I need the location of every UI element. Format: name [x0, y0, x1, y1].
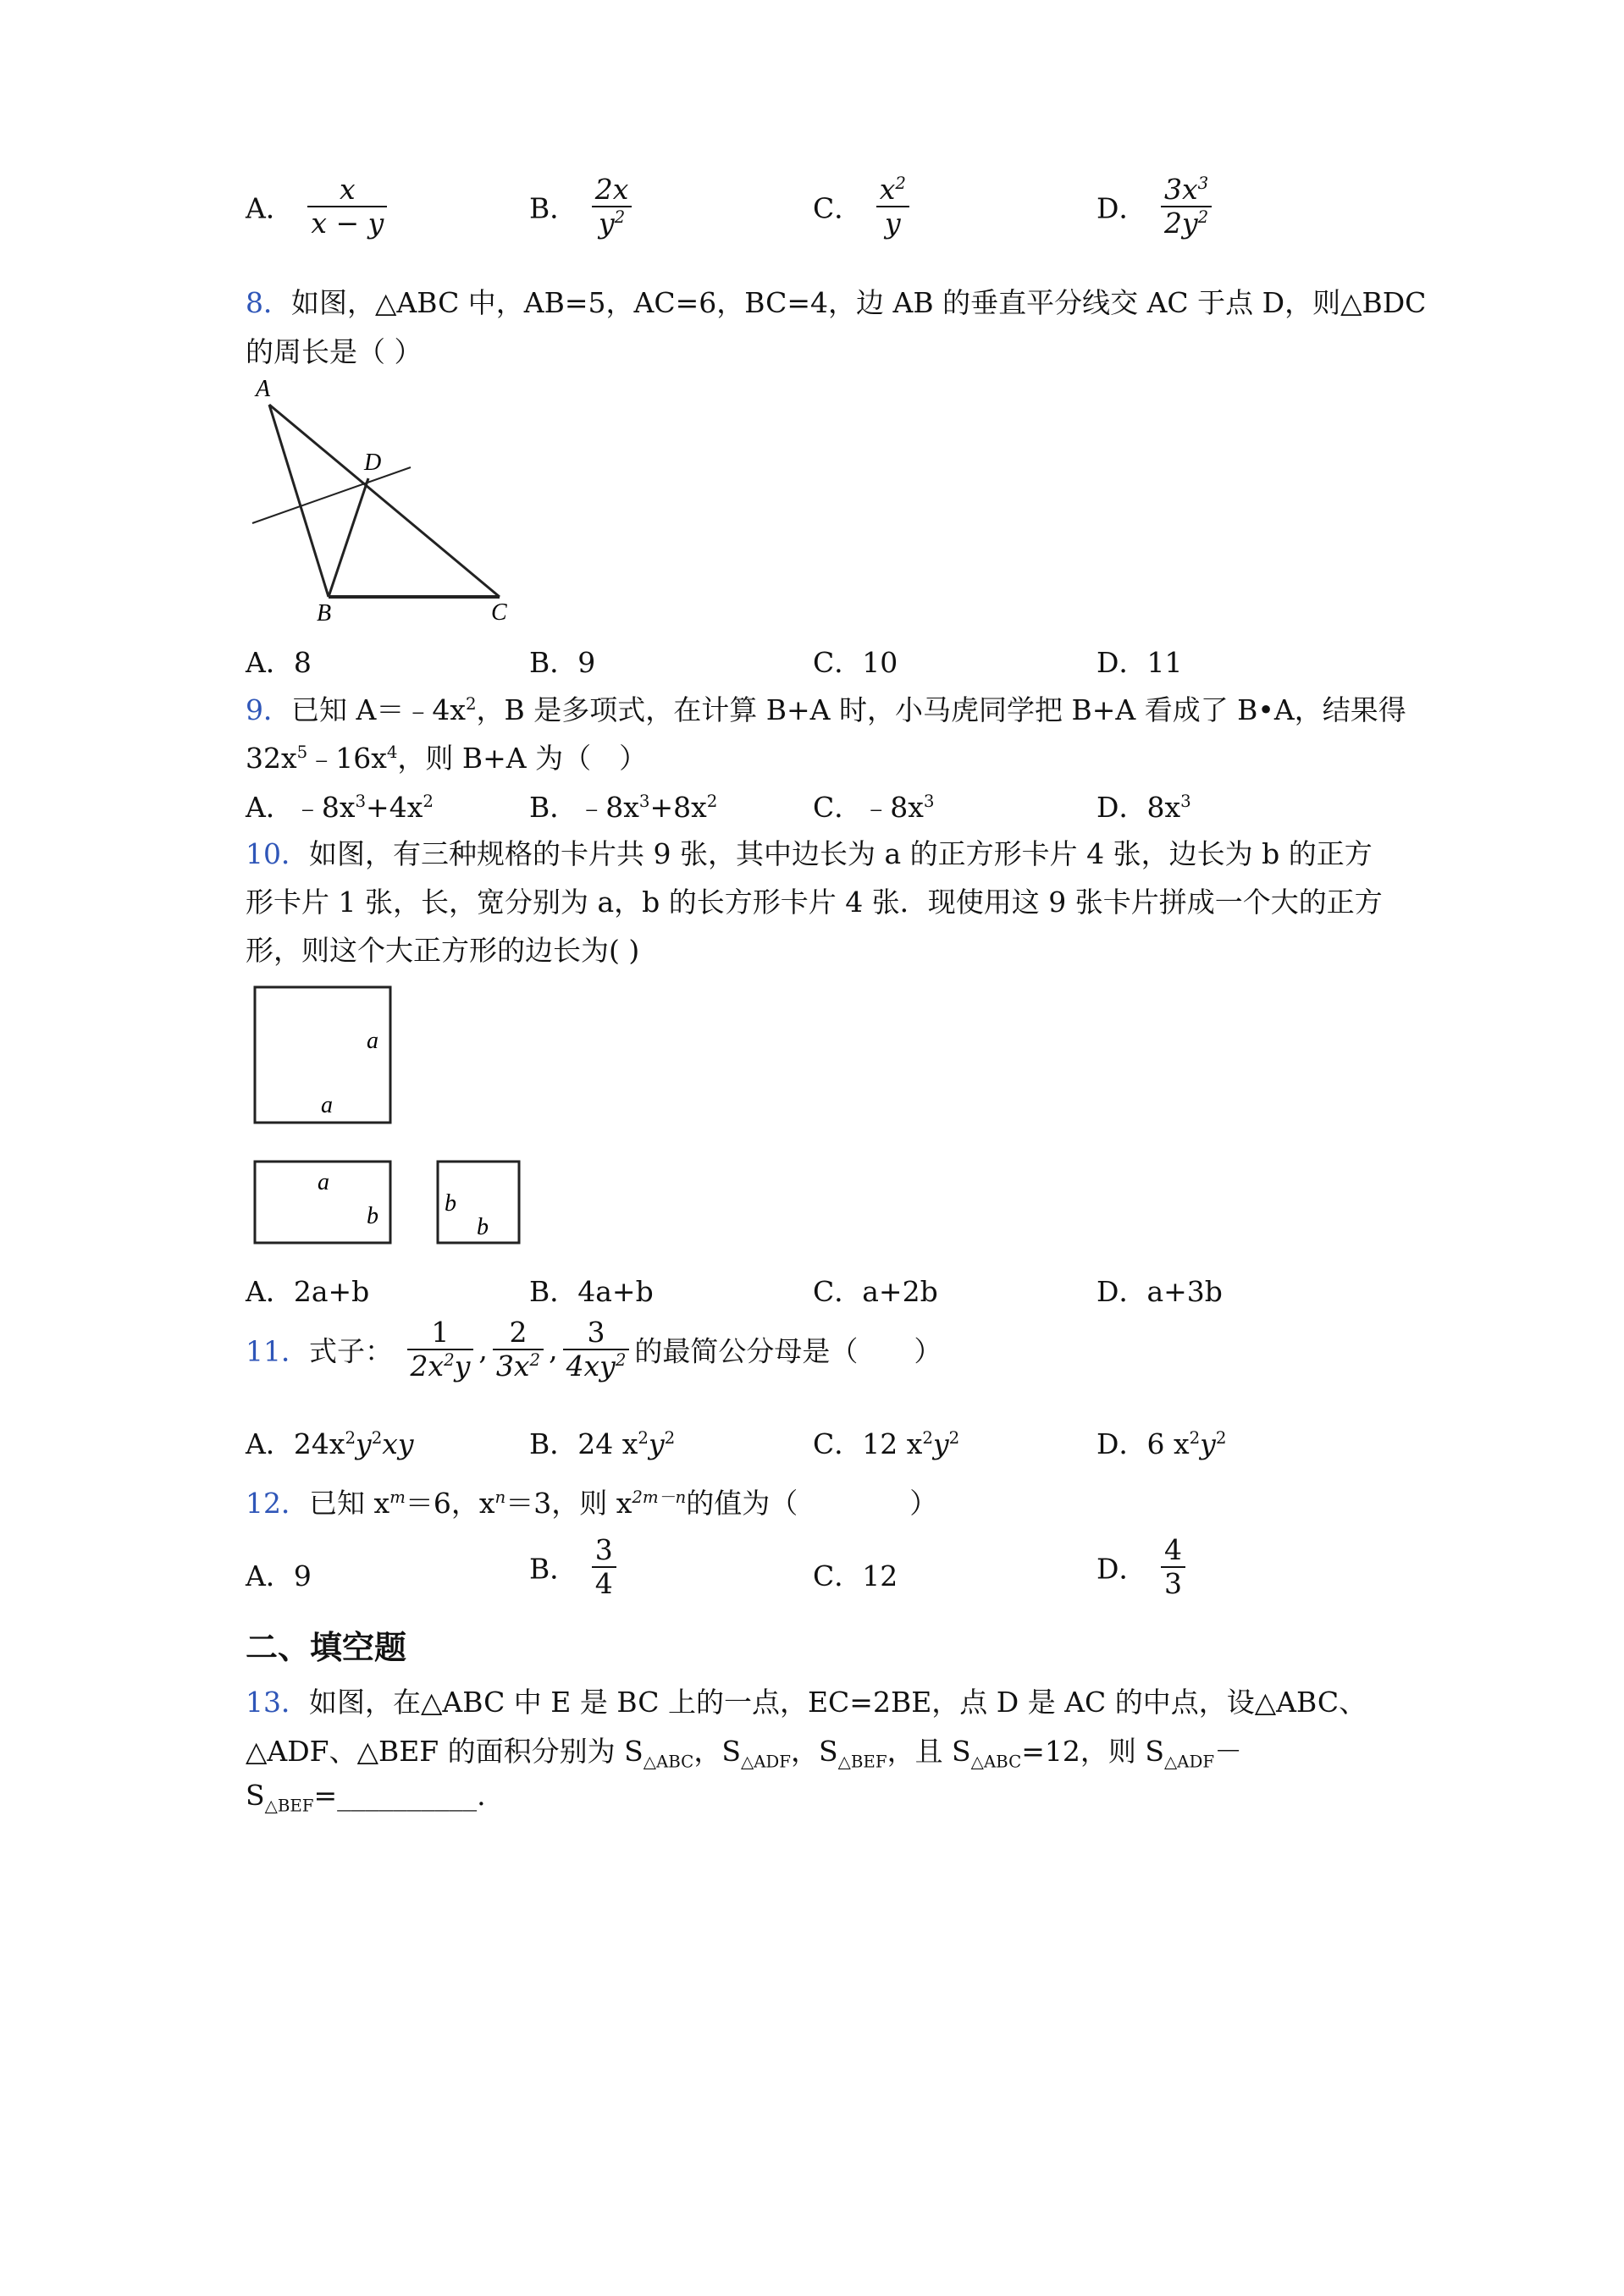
- q12-stem: 12．已知 $x^m=6$，$x^n=3$，则 $x^{2m-n}$的值为（ ）: [246, 1487, 938, 1520]
- q7-option-c: [813, 174, 914, 240]
- q13-line1: 13．如图，在△ABC 中 E 是 BC 上的一点，EC=2BE，点 D 是 AC 的中点，设△ABC、: [246, 1686, 1367, 1719]
- fraction: $\frac{x}{x - y}$: [307, 174, 387, 240]
- q9-option-a: A．$﹣8x^3+4x^2$: [246, 791, 434, 824]
- q10-option-c: C．a+2b: [813, 1275, 938, 1308]
- segment-ab: [269, 405, 329, 597]
- label-a-side: a: [367, 1028, 378, 1054]
- q8-option-d: D．11: [1096, 646, 1183, 679]
- label-c: C: [491, 599, 507, 626]
- q11-option-a: A．$24x^2y^2xy$: [246, 1427, 414, 1460]
- q9-line1: 9．已知 $A=﹣4x^2$，B 是多项式，在计算 B+A 时，小马虎同学把 B+A 看成了 B•A，结果得: [246, 693, 1406, 726]
- q8-line2: 的周长是（ ）: [246, 335, 423, 368]
- segment-ac: [269, 405, 500, 597]
- label-b-bottom: b: [477, 1214, 489, 1240]
- fraction: $\frac{2x}{y^2}$: [592, 174, 632, 240]
- label-rect-b: b: [367, 1203, 378, 1229]
- q10-option-b: B．4a+b: [529, 1275, 654, 1308]
- label-rect-a: a: [318, 1169, 329, 1195]
- q9-option-b: B．$﹣8x^3+8x^2$: [529, 791, 718, 824]
- segment-bd: [329, 478, 368, 597]
- q10-line3: 形，则这个大正方形的边长为( ): [246, 934, 640, 967]
- q10-cards-figure: [250, 982, 538, 1253]
- q7-option-a: [246, 174, 392, 240]
- q9-option-d: D．$8x^3$: [1096, 791, 1191, 824]
- q9-option-c: C．$﹣8x^3$: [813, 791, 935, 824]
- q8-option-c: C．10: [813, 646, 898, 679]
- question-number: 13．: [246, 1686, 309, 1719]
- q11-option-b: B．24 $x^2y^2$: [529, 1427, 676, 1460]
- label-a-bottom: a: [321, 1092, 333, 1118]
- label-a: A: [256, 376, 271, 402]
- option-letter: C．: [813, 191, 863, 225]
- question-number: 10．: [246, 837, 309, 870]
- q12-option-a: A．9: [246, 1559, 312, 1592]
- q13-line2: △ADF、△BEF 的面积分别为 $S_{\triangle ABC}$，$S_{\triangle ADF}$，$S_{\triangle BEF}$，且 $S_{\triangle ABC}=12$，则 $S_{\triangle ADF}-$: [246, 1735, 1243, 1772]
- question-number: 8．: [246, 286, 291, 319]
- q12-option-c: C．12: [813, 1559, 898, 1592]
- question-number: 9．: [246, 693, 291, 726]
- question-number: 12．: [246, 1487, 309, 1520]
- section-heading: 二、填空题: [246, 1629, 407, 1666]
- fraction: $\frac{4}{3}$: [1161, 1534, 1185, 1600]
- fraction: $\frac{x^2}{y}$: [876, 174, 909, 240]
- option-letter: B．: [529, 191, 578, 225]
- q8-line1: 8．如图，△ABC 中，AB=5，AC=6，BC=4，边 AB 的垂直平分线交 AC 于点 D，则△BDC: [246, 286, 1427, 319]
- fraction-2: $\frac{2}{3x^2}$: [493, 1316, 544, 1383]
- q10-option-d: D．a+3b: [1096, 1275, 1223, 1308]
- q12-option-b: B． $\frac{3}{4}$: [529, 1534, 621, 1600]
- label-b: B: [317, 600, 332, 626]
- perpendicular-bisector: [252, 467, 411, 523]
- q8-option-a: A．8: [246, 646, 312, 679]
- option-letter: D．: [1096, 191, 1147, 225]
- q11-option-d: D．6 $x^2y^2$: [1096, 1427, 1227, 1460]
- q13-line3: $S_{\triangle BEF}=\_\_\_\_\_\_\_\_\_\_$.: [246, 1779, 486, 1816]
- fraction-1: $\frac{1}{2x^2y}$: [407, 1316, 474, 1383]
- q7-option-b: [529, 174, 637, 240]
- fraction: $\frac{3x^3}{2y^2}$: [1161, 174, 1212, 240]
- q10-line1: 10．如图，有三种规格的卡片共 9 张，其中边长为 a 的正方形卡片 4 张，边长为 b 的正方: [246, 837, 1373, 870]
- q7-option-d: [1096, 174, 1217, 240]
- label-b-side: b: [445, 1190, 456, 1217]
- q10-option-a: A．2a+b: [246, 1275, 370, 1308]
- q9-line2: $32x^5﹣16x^4$，则 B+A 为（ ）: [246, 742, 648, 775]
- q11-stem: 11．式子： $\frac{1}{2x^2y}$ , $\frac{2}{3x^2}$ , $\frac{3}{4xy^2}$ 的最简公分母是（ ）: [246, 1316, 942, 1383]
- q8-triangle-figure: [246, 373, 516, 626]
- option-letter: A．: [246, 191, 294, 225]
- q10-line2: 形卡片 1 张，长，宽分别为 a，b 的长方形卡片 4 张．现使用这 9 张卡片拼成一个大的正方: [246, 886, 1383, 919]
- fraction: $\frac{3}{4}$: [592, 1534, 616, 1600]
- fraction-3: $\frac{3}{4xy^2}$: [563, 1316, 630, 1383]
- q11-option-c: C．12 $x^2y^2$: [813, 1427, 960, 1460]
- q8-option-b: B．9: [529, 646, 596, 679]
- q12-option-d: D． $\frac{4}{3}$: [1096, 1534, 1190, 1600]
- label-d: D: [364, 450, 382, 476]
- question-number: 11．: [246, 1334, 309, 1368]
